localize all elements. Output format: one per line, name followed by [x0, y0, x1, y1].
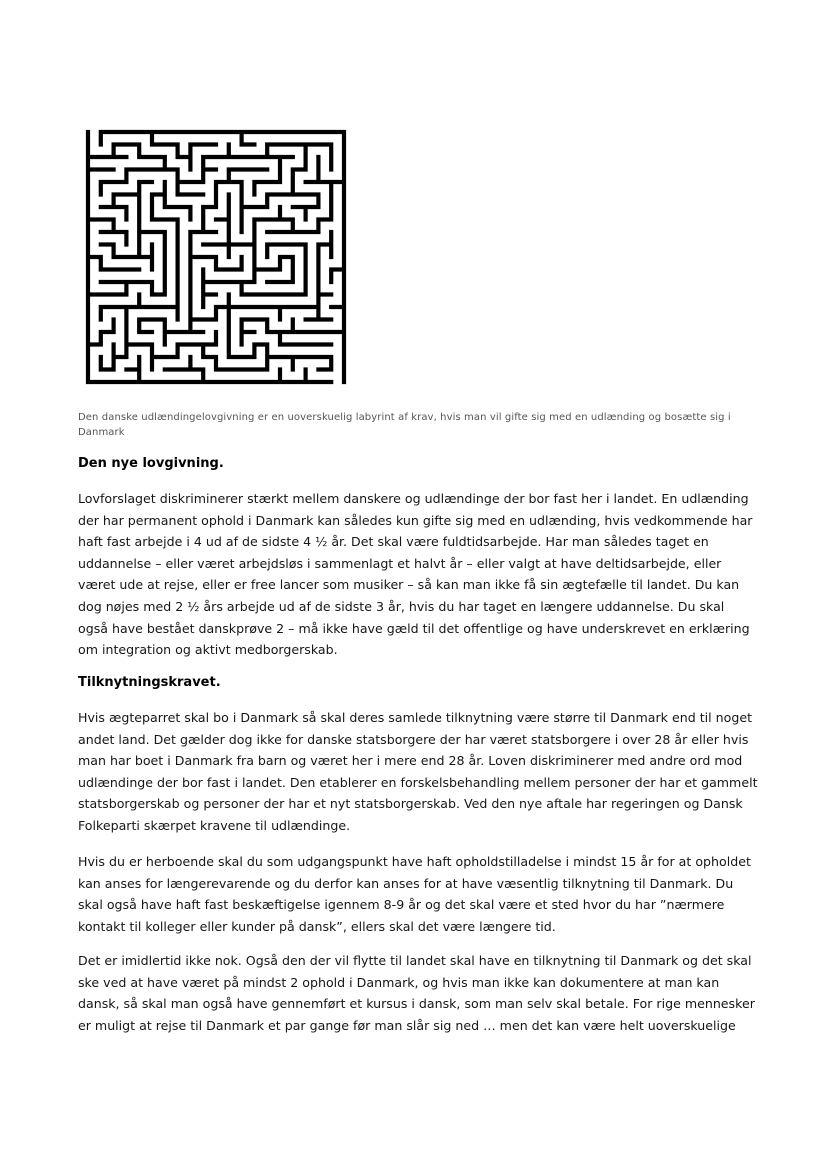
paragraph-attachment-2: Hvis du er herboende skal du som udgangspunkt have haft opholdstilladelse i mindst 15 år for at opholdet kan anses for længerevarende og du derfor kan anses for at have væsentlig tilknytning til Danmark. Du skal også have haft fast beskæftigelse igennem 8-9 år og det skal være et sted hvor du har ”nærmere kontakt til kolleger eller kunder på dansk”, ellers skal det være længere tid.: [78, 854, 751, 934]
paragraph-attachment-3: Det er imidlertid ikke nok. Også den der vil flytte til landet skal have en tilknytning til Danmark og det skal ske ved at have været på mindst 2 ophold i Danmark, og hvis man ikke kan dokumentere at man kan dansk, så skal man også have gennemført et kursus i dansk, som man selv skal betale. For rige mennesker er muligt at rejse til Danmark et par gange før man slår sig ned … men det kan være helt uoverskuelige: [78, 953, 755, 1033]
figure-caption: Den danske udlændingelovgivning er en uoverskuelig labyrint af krav, hvis man vil gifte sig med en udlænding og bosætte sig i Danmark: [78, 412, 731, 438]
maze-walls: [88, 132, 344, 382]
paragraph-attachment-1: Hvis ægteparret skal bo i Danmark så skal deres samlede tilknytning være større til Danmark end til noget andet land. Det gælder dog ikke for danske statsborgere der har været statsborgere i over 28 år eller hvis man har boet i Danmark fra barn og været her i mere end 28 år. Loven diskriminerer med andre ord mod udlændinge der bor fast i landet. Den etablerer en forskelsbehandling mellem personer der har et gammelt statsborgerskab og personer der har et nyt statsborgerskab. Ved den nye aftale har regeringen og Dansk Folkeparti skærpet kravene til udlændinge.: [78, 710, 758, 833]
paragraph-new-legislation: Lovforslaget diskriminerer stærkt mellem danskere og udlændinge der bor fast her i landet. En udlænding der har permanent ophold i Danmark kan således kun gifte sig med en udlænding, hvis vedkommende har haft fast arbejde i 4 ud af de sidste 4 ½ år. Det skal være fuldtidsarbejde. Har man således taget en uddannelse – eller været arbejdsløs i sammenlagt et halvt år – eller valgt at have deltidsarbejde, eller været ude at rejse, eller er free lancer som musiker – så kan man ikke få sin ægtefælle til landet. Du kan dog nøjes med 2 ½ års arbejde ud af de sidste 3 år, hvis du har taget en længere uddannelse. Du skal også have bestået danskprøve 2 – må ikke have gæld til det offentlige og have underskrevet en erklæring om integration og aktivt medborgerskab.: [78, 491, 753, 658]
maze-image: [84, 128, 348, 386]
maze-graphic: [84, 128, 348, 386]
section-heading-attachment-requirement: Tilknytningskravet.: [78, 675, 221, 690]
section-heading-new-legislation: Den nye lovgivning.: [78, 456, 224, 471]
